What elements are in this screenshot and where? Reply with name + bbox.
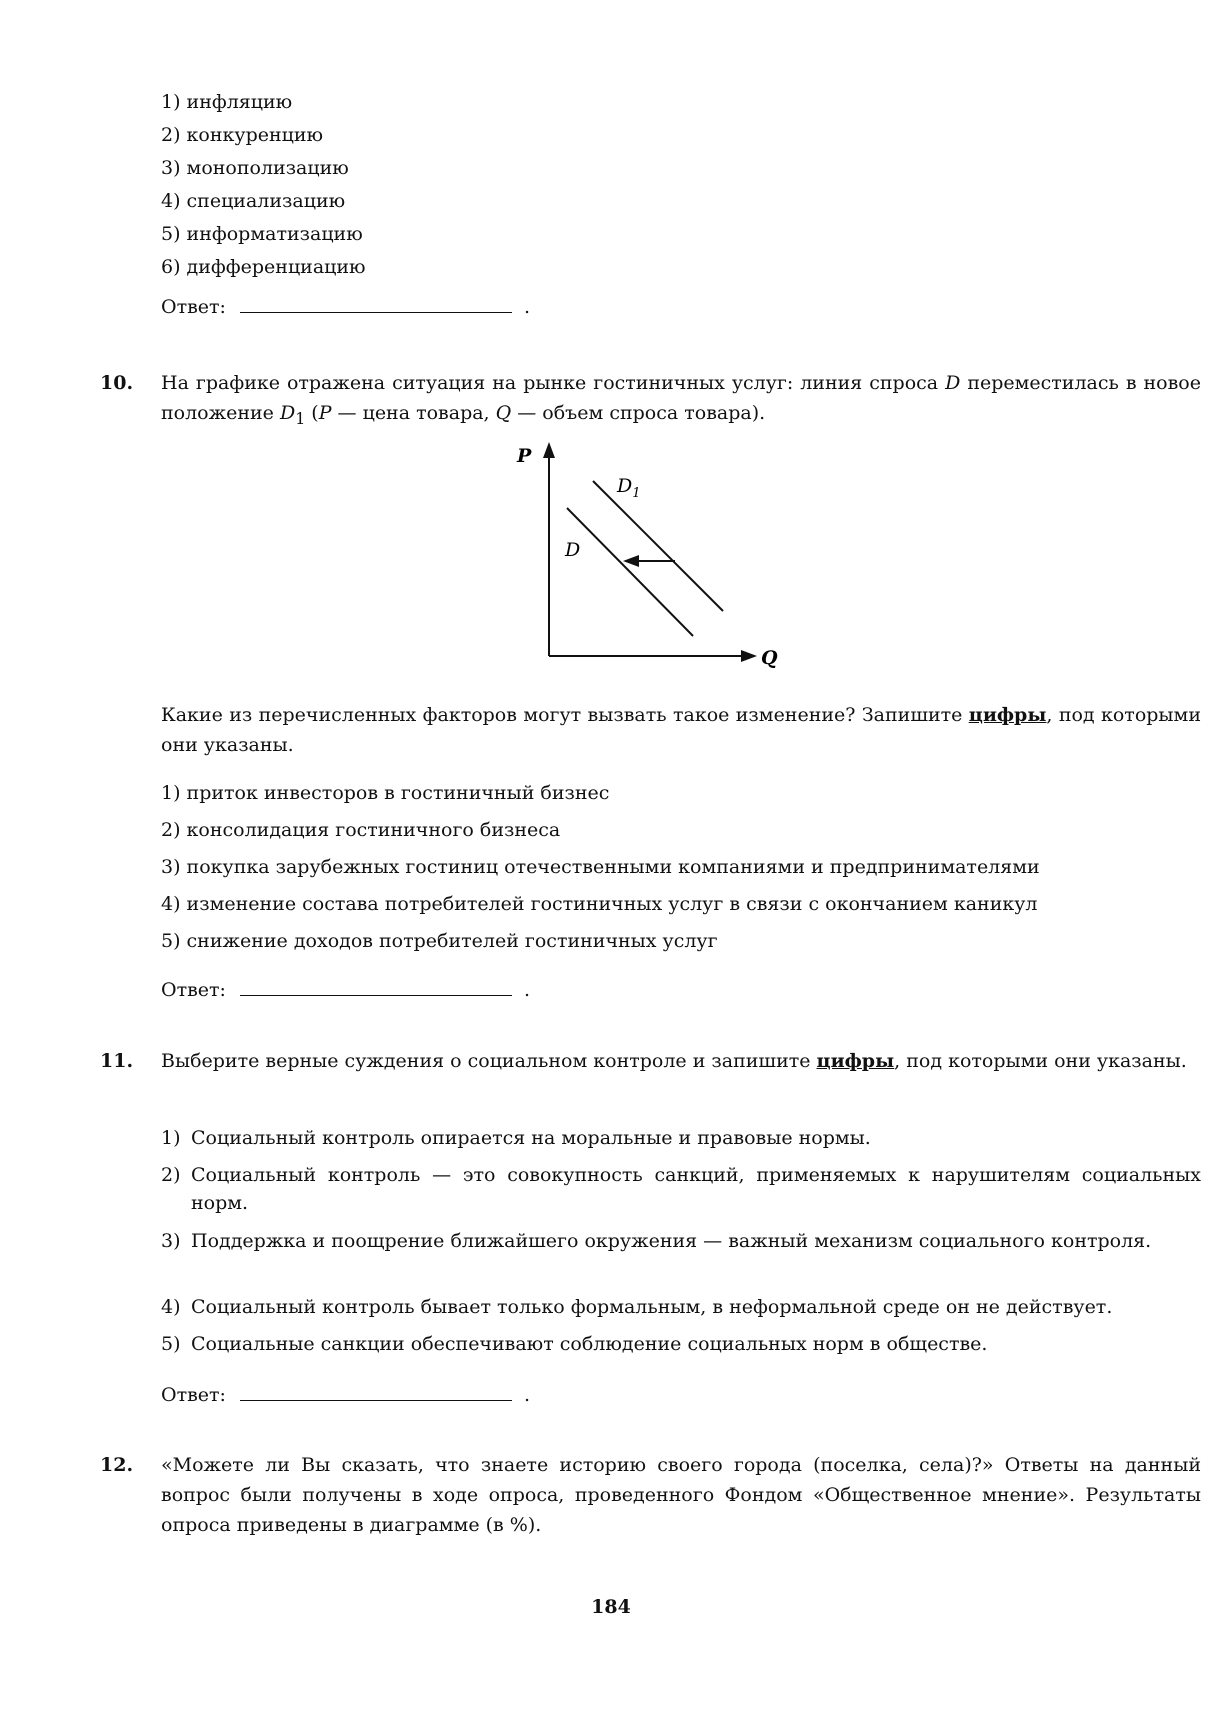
- question-12-text: «Можете ли Вы сказать, что знаете историю своего города (поселка, села)?» Ответы на данный вопрос были получены в ходе опроса, проведенного Фондом «Общественное мнение». Результаты опроса приведены в диаграмме (в %).: [161, 1454, 1201, 1536]
- answer-line-q11: [161, 1382, 530, 1407]
- q11-option-4: 4) Социальный контроль бывает только формальным, в неформальной среде он не действует.: [161, 1296, 1113, 1318]
- curve-d-label: D: [565, 539, 581, 561]
- x-axis-arrow: [741, 650, 757, 662]
- answer-line-q10: [161, 977, 530, 1002]
- prev-option-3: 3) монополизацию: [161, 157, 349, 179]
- answer-blank[interactable]: [240, 977, 512, 996]
- shift-arrow-head: [623, 555, 639, 567]
- question-11-prompt: Выберите верные суждения о социальном контроле и запишите цифры, под которыми они указаны.: [161, 1050, 1187, 1072]
- y-axis-arrow: [543, 442, 555, 458]
- var-d: D: [945, 372, 961, 394]
- var-p: P: [318, 402, 332, 424]
- answer-line-prev: [161, 294, 530, 319]
- prev-option-6: 6) дифференциацию: [161, 256, 366, 278]
- curve-d1-label: $D_1$: [617, 475, 641, 501]
- q10-option-4: 4) изменение состава потребителей гостиничных услуг в связи с окончанием каникул: [161, 893, 1038, 915]
- question-number-12: 12.: [100, 1454, 134, 1476]
- q10-option-3: 3) покупка зарубежных гостиниц отечественными компаниями и предпринимателями: [161, 856, 1040, 878]
- axis-y-label: P: [517, 445, 532, 467]
- q10-option-5: 5) снижение доходов потребителей гостиничных услуг: [161, 930, 718, 952]
- question-10-text: На графике отражена ситуация на рынке гостиничных услуг: линия спроса D переместилась в новое положение $D_1$ (P — цена товара, Q — объем спроса товара).: [161, 372, 1201, 428]
- prev-option-4: 4) специализацию: [161, 190, 346, 212]
- answer-dot: .: [523, 1384, 530, 1406]
- answer-label: Ответ:: [161, 979, 226, 1001]
- answer-dot: .: [523, 296, 530, 318]
- q11-option-2: 2) Социальный контроль — это совокупность санкций, применяемых к нарушителям социальных норм.: [161, 1164, 1201, 1214]
- answer-dot: .: [523, 979, 530, 1001]
- prev-option-5: 5) информатизацию: [161, 223, 363, 245]
- q11-option-3: 3) Поддержка и поощрение ближайшего окружения — важный механизм социального контроля.: [161, 1230, 1152, 1252]
- question-number-10: 10.: [100, 372, 134, 394]
- emphasis-digits: цифры: [968, 704, 1047, 726]
- q11-option-5: 5) Социальные санкции обеспечивают соблюдение социальных норм в обществе.: [161, 1333, 988, 1355]
- page-number: 184: [591, 1596, 631, 1618]
- question-number-11: 11.: [100, 1050, 134, 1072]
- var-d1: D: [279, 402, 296, 424]
- answer-blank[interactable]: [240, 1382, 512, 1401]
- emphasis-digits: цифры: [816, 1050, 895, 1072]
- var-q: Q: [495, 402, 512, 424]
- curve-d1: [593, 481, 723, 611]
- answer-label: Ответ:: [161, 1384, 226, 1406]
- q11-option-1: 1) Социальный контроль опирается на моральные и правовые нормы.: [161, 1127, 871, 1149]
- question-10-prompt: Какие из перечисленных факторов могут вызвать такое изменение? Запишите цифры, под которыми они указаны.: [161, 704, 1201, 756]
- prev-option-2: 2) конкуренцию: [161, 124, 324, 146]
- curve-d: [567, 508, 693, 636]
- demand-shift-graph: [505, 436, 795, 676]
- q10-option-1: 1) приток инвесторов в гостиничный бизнес: [161, 782, 610, 804]
- answer-label: Ответ:: [161, 296, 226, 318]
- prev-option-1: 1) инфляцию: [161, 91, 293, 113]
- axis-x-label: Q: [761, 647, 778, 669]
- q10-option-2: 2) консолидация гостиничного бизнеса: [161, 819, 561, 841]
- answer-blank[interactable]: [240, 294, 512, 313]
